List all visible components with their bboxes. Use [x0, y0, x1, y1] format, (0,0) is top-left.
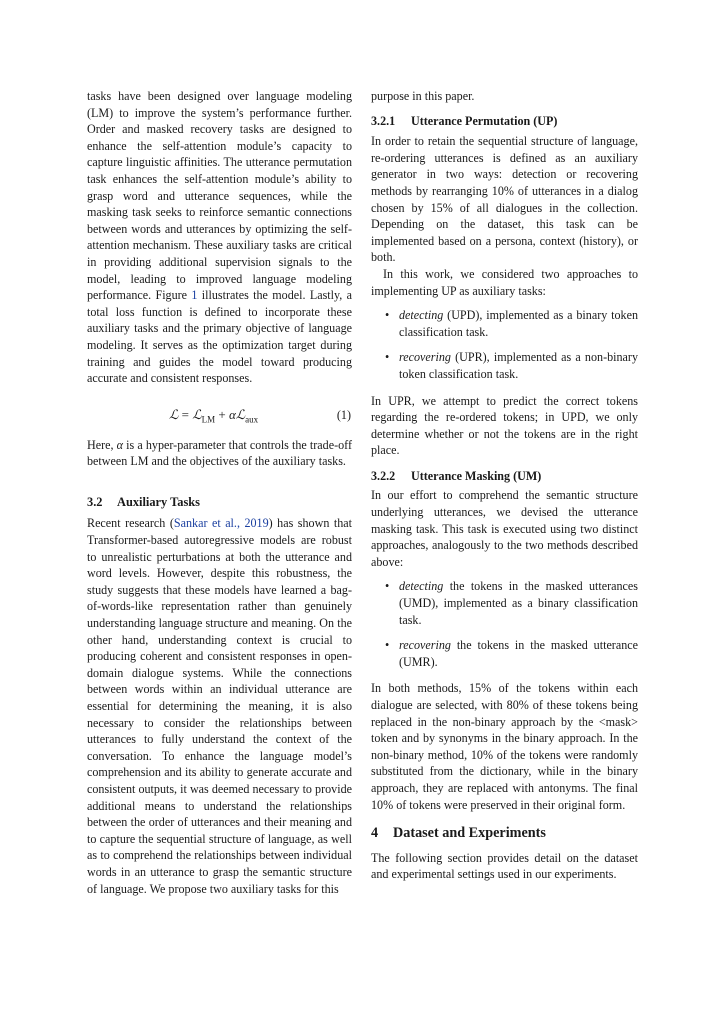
- right-column: [371, 88, 638, 883]
- up-approach-list: [371, 307, 638, 382]
- section-3-2-2-heading: 3.2.2 Utterance Masking (UM): [371, 468, 542, 483]
- paragraph-alpha: Here, α is a hyper-parameter that controls the trade-off between LM and the objectives of the auxiliary tasks.: [87, 437, 353, 469]
- list-item-upr: • recovering (UPR), implemented as a non-binary token classification task.: [385, 350, 638, 381]
- paragraph-up-definition: In order to retain the sequential structure of language, re-ordering utterances is defined as an auxiliary generator in two ways: detection or recovering methods by rearranging 10% of utterances in a dialog chosen by 15% of all dialogues in the collection. Depending on the dataset, this task can be implemented based on a persona, context (history), or both.: [371, 134, 638, 265]
- paragraph-um-methods: In both methods, 15% of the tokens within each dialogue are selected, with 80% of these tokens being replaced in the non-binary approach by the <mask> token and by synonyms in the binary approach. In the non-binary method, 10% of the tokens were randomly substituted from the dictionary, while in the binary approach, they are replaced with antonyms. The final 10% of tokens were preserved in their original form.: [371, 681, 638, 812]
- paragraph-upr-upd: In UPR, we attempt to predict the correct tokens regarding the re-ordered tokens; in UPD, we only determine whether or not the tokens are in the right place.: [371, 393, 638, 458]
- section-3-2-1-heading: 3.2.1 Utterance Permutation (UP): [371, 113, 558, 128]
- list-item-upd: • detecting (UPD), implemented as a binary token classification task.: [385, 308, 638, 339]
- figure-reference-link[interactable]: 1: [191, 288, 198, 303]
- paragraph-recent-research: Recent research (Sankar et al., 2019) has shown that Transformer-based autoregressive models are robust to unrealistic perturbations at both the utterance and word levels. However, despite this robustness, the study suggests that these models have learned a bag-of-words-like representation rather than genuinely understanding language structure and meaning. On the other hand, understanding context is crucial to producing coherent and consistent responses in open-domain dialogue systems. While the connections between words within an individual utterance are essential for determining the meaning, it is also necessary to consider the relationships between utterances to fully understand the context of the conversation. To enhance the language model’s comprehension and its ability to generate accurate and consistent outputs, it was deemed necessary to provide additional means to understand the relationships between the order of utterances and their meaning and to capture the sequential structure of language, as well as to comprehend the relationships between individual words in an utterance to grasp the semantic structure of language. We propose two auxiliary tasks for this: [87, 516, 353, 896]
- section-4-heading: 4 Dataset and Experiments: [371, 825, 546, 842]
- equation-formula: ℒ = ℒ$_{LM}$ + αℒ$_{aux}$: [169, 406, 259, 425]
- left-column: [87, 88, 352, 897]
- citation-link-sankar[interactable]: Sankar et al., 2019: [173, 516, 269, 531]
- paragraph-um-intro: In our effort to comprehend the semantic structure underlying utterances, we devised the utterance masking task. This task is executed using two distinct approaches, analogously to the two methods described above:: [371, 488, 638, 569]
- paragraph-dataset-intro: The following section provides detail on the dataset and experimental settings used in our experiments.: [371, 850, 638, 882]
- equation-1: [87, 407, 352, 429]
- paragraph-up-approaches: In this work, we considered two approaches to implementing UP as auxiliary tasks:: [371, 266, 638, 298]
- section-3-2-heading: 3.2 Auxiliary Tasks: [87, 494, 200, 509]
- list-item-umd: • detecting the tokens in the masked utterances (UMD), implemented as a binary classification task.: [385, 579, 638, 627]
- um-approach-list: [371, 578, 638, 670]
- list-item-umr: • recovering the tokens in the masked utterance (UMR).: [385, 638, 638, 669]
- equation-number: (1): [336, 407, 351, 422]
- paragraph-aux-intro: tasks have been designed over language modeling (LM) to improve the system’s performance further. Order and masked recovery tasks are designed to enhance the self-attention module’s capacity to capture linguistic affinities. The utterance permutation task enhances the self-attention module’s ability to grasp word and utterance sequences, while the masking task seeks to reinforce semantic connections between words and utterances by optimizing the self-attention mechanism. These auxiliary tasks are critical in providing additional supervision signals to the model, leading to improved language modeling performance. Figure 1 illustrates the model. Lastly, a total loss function is defined to incorporate these auxiliary tasks and the primary objective of language modeling. It serves as the optimization target during training and guides the model toward producing accurate and consistent responses.: [87, 89, 352, 386]
- paragraph-purpose: purpose in this paper.: [371, 89, 475, 103]
